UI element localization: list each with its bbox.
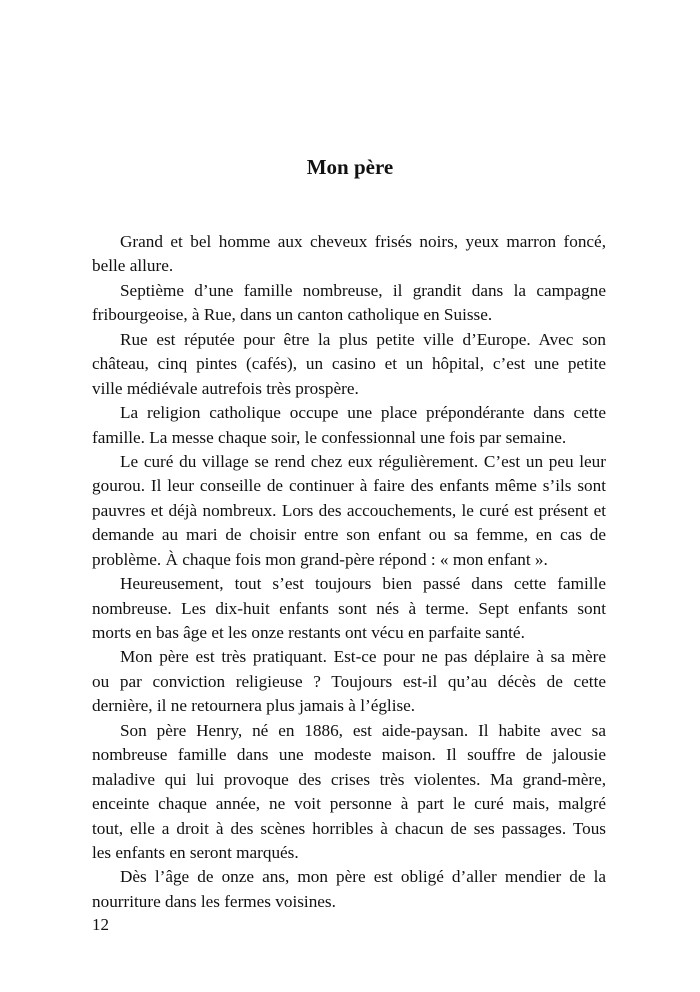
text-line: morts en bas âge et les onze restants ont vécu en parfaite santé. (92, 623, 525, 642)
text-line: La religion catholique occupe une place prépondérante dans cette (120, 403, 606, 423)
paragraph (92, 450, 606, 572)
text-line: Septième d’une famille nombreuse, il grandit dans la campagne (120, 280, 606, 300)
text-line: ville médiévale autrefois très prospère. (92, 378, 359, 398)
text-line: dernière, il ne retournera plus jamais à l’église. (92, 696, 416, 716)
text-line: nourriture dans les fermes voisines. (92, 891, 336, 911)
text-line: pauvres et déjà nombreux. Lors des accouchements, le curé est présent et (92, 500, 606, 520)
text-line: belle allure. (92, 256, 174, 276)
paragraph (92, 865, 606, 914)
text-line: Mon père est très pratiquant. Est-ce pour ne pas déplaire à sa mère (120, 647, 606, 667)
text-line: Heureusement, tout s’est toujours bien passé dans cette famille (120, 574, 606, 594)
text-line: famille. La messe chaque soir, le confessionnal une fois par semaine. (92, 427, 567, 447)
paragraph (92, 230, 606, 279)
text-line: les enfants en seront marqués. (92, 842, 299, 862)
text-line: Dès l’âge de onze ans, mon père est obligé d’aller mendier de la (120, 867, 606, 887)
paragraph (92, 328, 606, 401)
text-line: ou par conviction religieuse ? Toujours est-il qu’au décès de cette (92, 671, 606, 691)
chapter-body (92, 230, 606, 914)
text-line: gourou. Il leur conseille de continuer à faire des enfants même s’ils sont (92, 476, 606, 496)
text-line: nombreuse famille dans une modeste maison. Il souffre de jalousie (92, 745, 606, 765)
text-line: fribourgeoise, à Rue, dans un canton catholique en Suisse. (92, 305, 493, 325)
text-line: problème. À chaque fois mon grand-père répond : « mon enfant ». (92, 549, 548, 569)
text-line: Grand et bel homme aux cheveux frisés noirs, yeux marron foncé, (120, 232, 606, 251)
text-line: Le curé du village se rend chez eux régulièrement. C’est un peu leur (120, 451, 606, 471)
paragraph (92, 279, 606, 328)
paragraph (92, 719, 606, 866)
paragraph (92, 401, 606, 450)
text-line: nombreuse. Les dix-huit enfants sont nés à terme. Sept enfants sont (92, 598, 606, 618)
chapter-title: Mon père (306, 155, 394, 179)
text-line: Rue est réputée pour être la plus petite ville d’Europe. Avec son (120, 329, 606, 349)
page-number: 12 (92, 915, 109, 934)
text-line: enceinte chaque année, ne voit personne à part le curé mais, malgré (92, 794, 606, 814)
paragraph (92, 645, 606, 718)
text-line: maladive qui lui provoque des crises très violentes. Ma grand-mère, (92, 769, 606, 789)
text-line: Son père Henry, né en 1886, est aide-paysan. Il habite avec sa (120, 720, 606, 740)
text-line: demande au mari de choisir entre son enfant ou sa femme, en cas de (92, 525, 606, 545)
text-line: tout, elle a droit à des scènes horribles à chacun de ses passages. Tous (92, 818, 606, 838)
text-line: château, cinq pintes (cafés), un casino et un hôpital, c’est une petite (92, 354, 606, 374)
paragraph (92, 572, 606, 645)
